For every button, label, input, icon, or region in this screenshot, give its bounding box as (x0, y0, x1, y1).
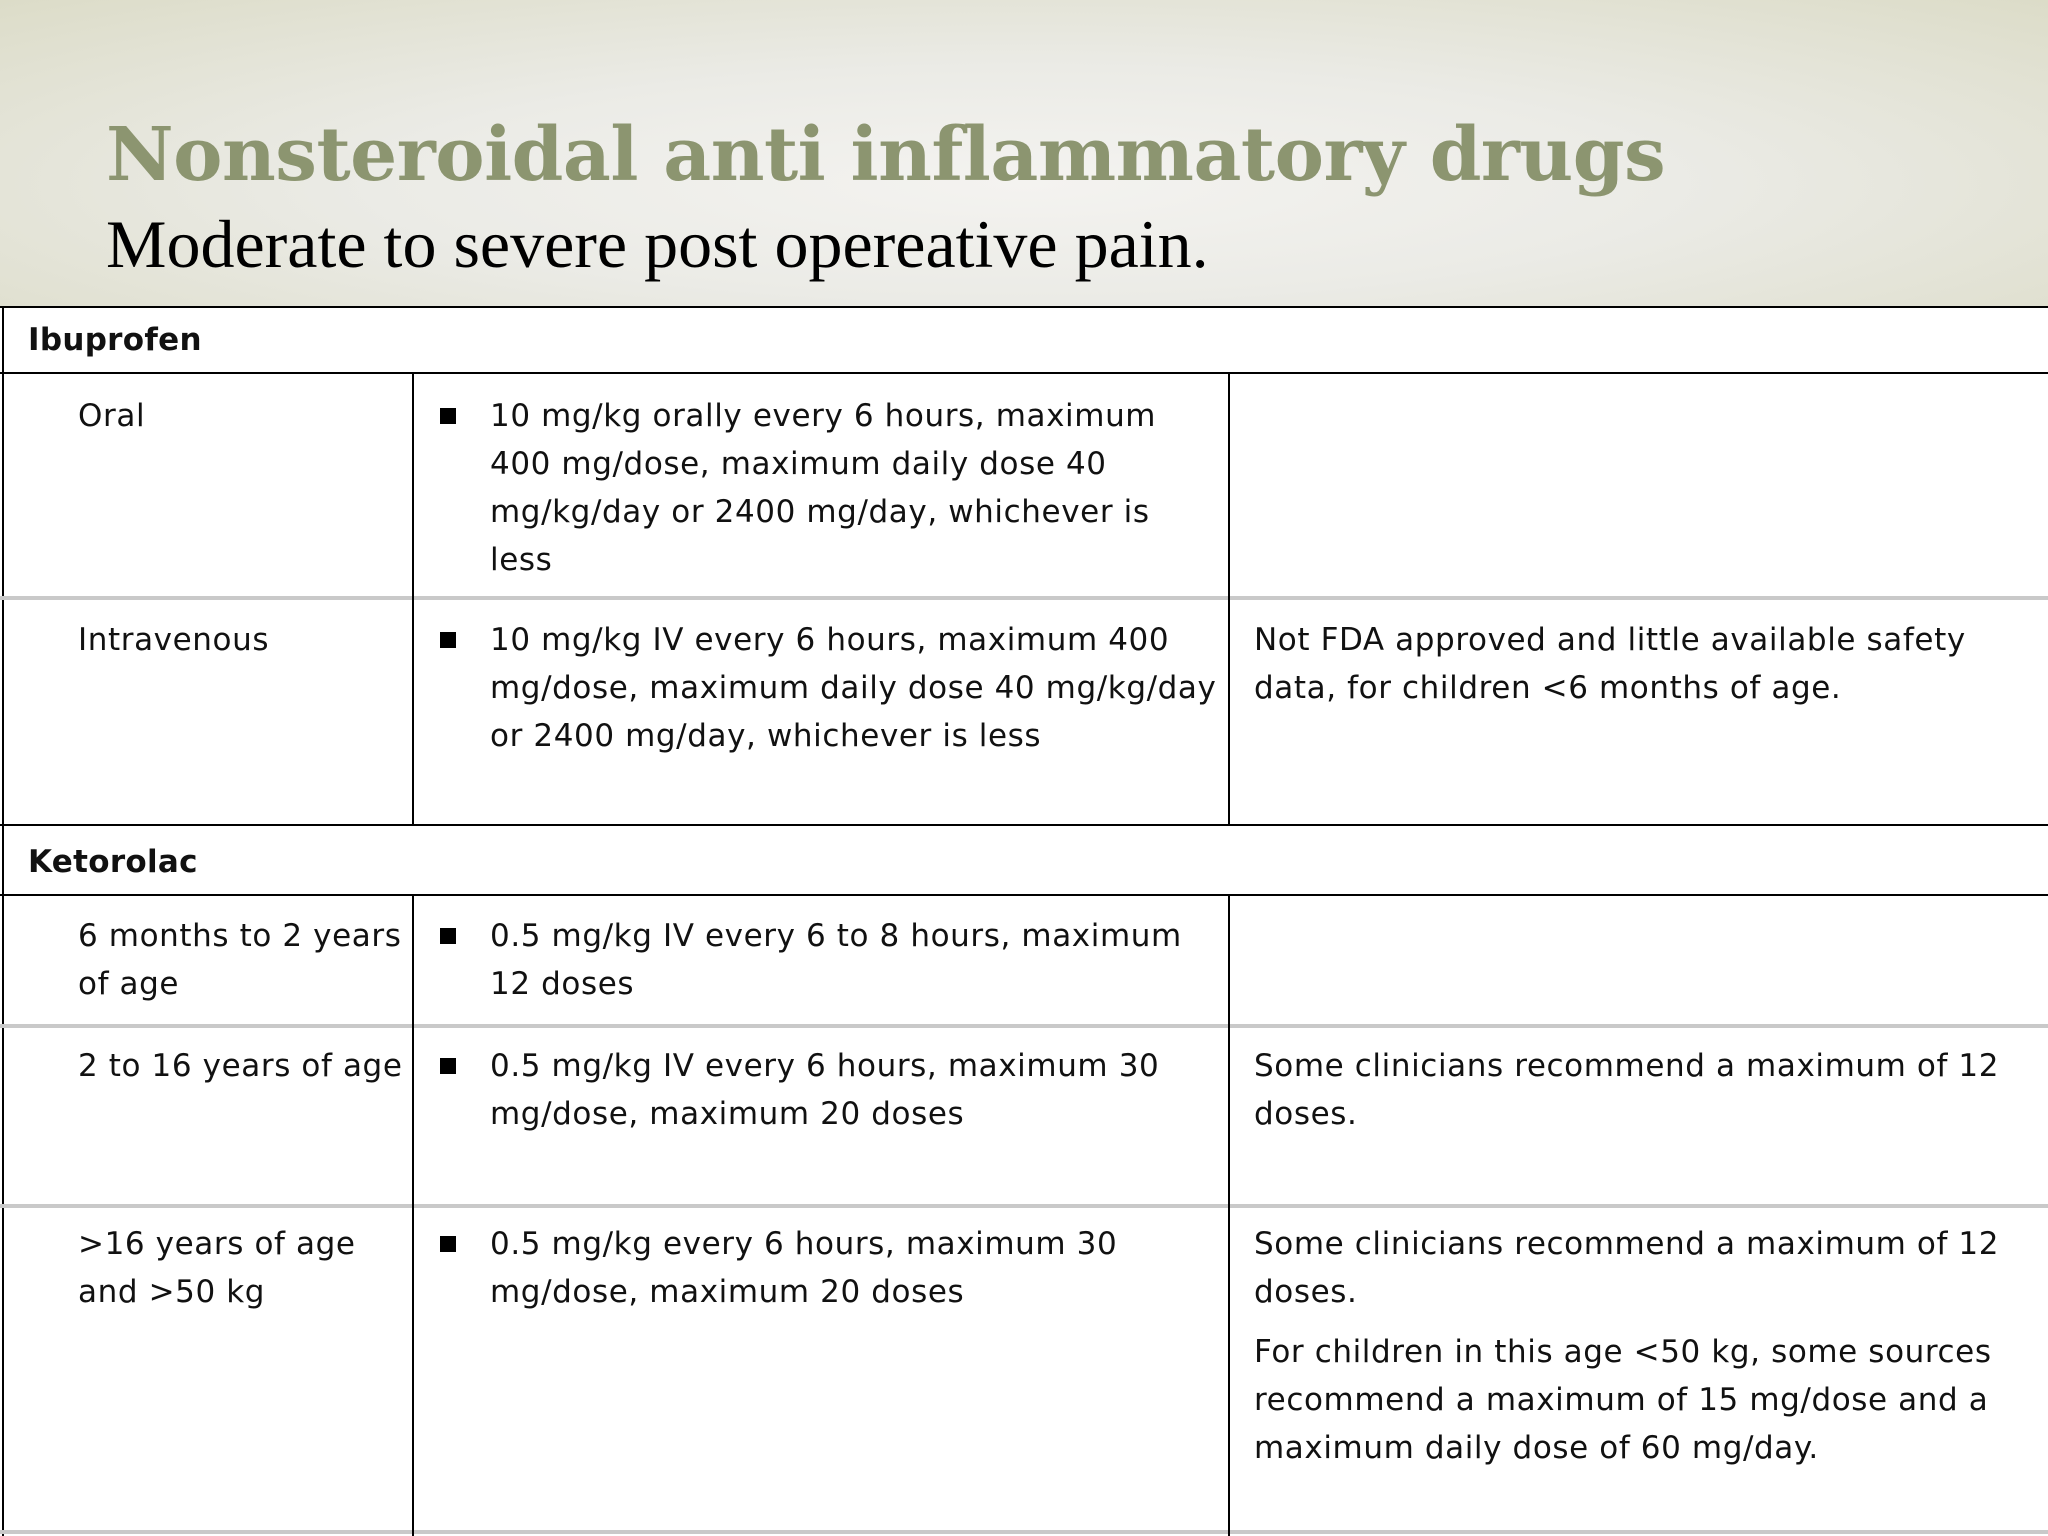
route-cell: Intravenous (78, 622, 270, 658)
route-cell: 6 months to 2 years of age (78, 918, 402, 1002)
route-cell: >16 years of age and >50 kg (78, 1226, 356, 1310)
note-cell: Not FDA approved and little available safety data, for children <6 months of age. (1254, 622, 1966, 706)
row-divider (0, 1204, 2048, 1208)
row-divider (0, 596, 2048, 600)
note-cell: Some clinicians recommend a maximum of 12 doses. (1254, 1226, 2000, 1310)
slide-title: Nonsteroidal anti inflammatory drugs (106, 112, 1666, 198)
bullet-icon (440, 1058, 456, 1074)
bullet-icon (440, 928, 456, 944)
dosing-table (0, 306, 2048, 1536)
slide-subtitle: Moderate to severe post opereative pain. (106, 206, 1209, 282)
group-header-ketorolac: Ketorolac (28, 844, 198, 880)
dose-cell: 0.5 mg/kg every 6 hours, maximum 30 mg/dose, maximum 20 doses (490, 1226, 1118, 1310)
column-divider (412, 372, 414, 826)
row-divider (0, 1530, 2048, 1534)
column-divider (1228, 372, 1230, 826)
row-divider (0, 894, 2048, 896)
bullet-icon (440, 632, 456, 648)
row-divider (0, 372, 2048, 374)
dose-cell: 0.5 mg/kg IV every 6 to 8 hours, maximum 12 doses (490, 918, 1182, 1002)
row-divider (0, 824, 2048, 826)
dose-cell: 10 mg/kg IV every 6 hours, maximum 400 mg/dose, maximum daily dose 40 mg/kg/day or 2400 mg/day, whichever is less (490, 622, 1217, 754)
bullet-icon (440, 408, 456, 424)
route-cell: 2 to 16 years of age (78, 1048, 403, 1084)
dose-cell: 0.5 mg/kg IV every 6 hours, maximum 30 mg/dose, maximum 20 doses (490, 1048, 1160, 1132)
route-cell: Oral (78, 398, 146, 434)
column-divider (412, 894, 414, 1536)
bullet-icon (440, 1236, 456, 1252)
table-border (2, 306, 4, 1536)
column-divider (1228, 894, 1230, 1536)
group-header-ibuprofen: Ibuprofen (28, 322, 202, 358)
dose-cell: 10 mg/kg orally every 6 hours, maximum 400 mg/dose, maximum daily dose 40 mg/kg/day or 2400 mg/day, whichever is less (490, 398, 1157, 578)
note-cell: Some clinicians recommend a maximum of 12 doses. (1254, 1048, 2000, 1132)
row-divider (0, 1024, 2048, 1028)
slide-header (0, 0, 2048, 306)
note-cell-secondary: For children in this age <50 kg, some sources recommend a maximum of 15 mg/dose and a maximum daily dose of 60 mg/day. (1254, 1334, 1992, 1466)
table-border (0, 306, 2048, 308)
